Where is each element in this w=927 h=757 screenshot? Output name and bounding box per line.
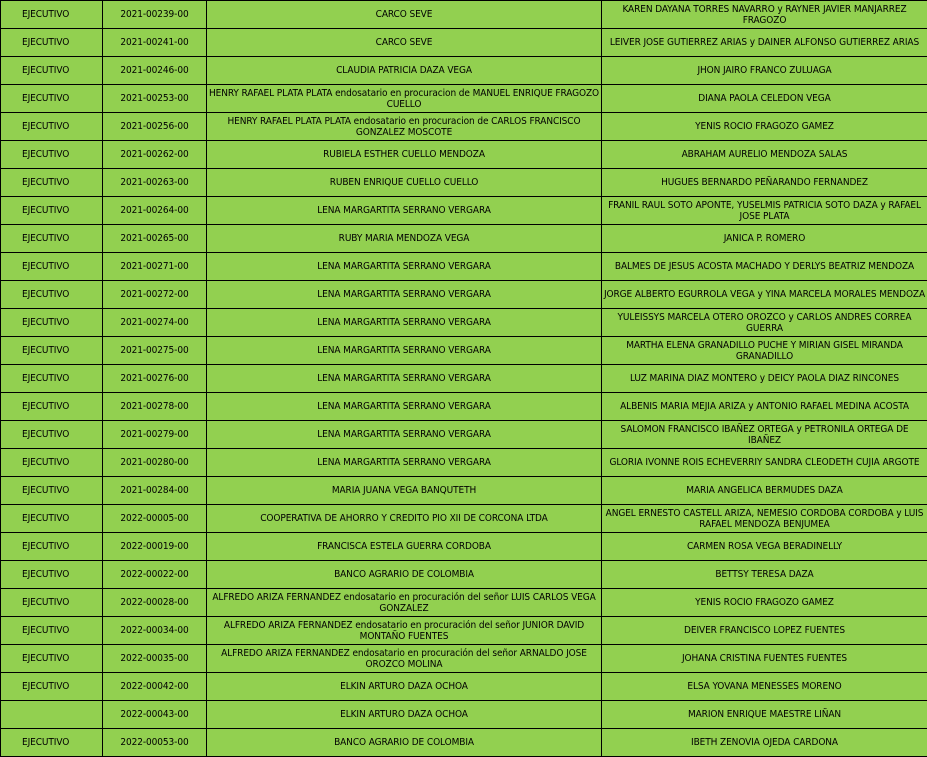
table-row: [1, 365, 927, 393]
process-number-cell: 2021-00256-00: [103, 113, 207, 141]
plaintiff-cell: BANCO AGRARIO DE COLOMBIA: [207, 561, 602, 589]
plaintiff-cell: ALFREDO ARIZA FERNANDEZ endosatario en procuración del señor ARNALDO JOSE OROZCO MOLINA: [207, 645, 602, 673]
plaintiff-cell: LENA MARGARTITA SERRANO VERGARA: [207, 253, 602, 281]
process-type-cell: EJECUTIVO: [1, 617, 103, 645]
process-number-cell: 2021-00239-00: [103, 1, 207, 29]
table-row: [1, 701, 927, 729]
plaintiff-cell: LENA MARGARTITA SERRANO VERGARA: [207, 197, 602, 225]
plaintiff-cell: MARIA JUANA VEGA BANQUTETH: [207, 477, 602, 505]
plaintiff-cell: ALFREDO ARIZA FERNANDEZ endosatario en procuración del señor LUIS CARLOS VEGA GONZALEZ: [207, 589, 602, 617]
process-type-cell: EJECUTIVO: [1, 29, 103, 57]
defendant-cell: JOHANA CRISTINA FUENTES FUENTES: [602, 645, 927, 673]
plaintiff-cell: CARCO SEVE: [207, 1, 602, 29]
process-number-cell: 2021-00265-00: [103, 225, 207, 253]
process-type-cell: [1, 701, 103, 729]
defendant-cell: MARION ENRIQUE MAESTRE LIÑAN: [602, 701, 927, 729]
defendant-cell: KAREN DAYANA TORRES NAVARRO y RAYNER JAVIER MANJARREZ FRAGOZO: [602, 1, 927, 29]
defendant-cell: ELSA YOVANA MENESSES MORENO: [602, 673, 927, 701]
process-type-cell: EJECUTIVO: [1, 337, 103, 365]
process-type-cell: EJECUTIVO: [1, 449, 103, 477]
process-number-cell: 2021-00276-00: [103, 365, 207, 393]
process-number-cell: 2021-00241-00: [103, 29, 207, 57]
process-type-cell: EJECUTIVO: [1, 85, 103, 113]
process-number-cell: 2021-00278-00: [103, 393, 207, 421]
defendant-cell: BETTSY TERESA DAZA: [602, 561, 927, 589]
process-type-cell: EJECUTIVO: [1, 645, 103, 673]
process-type-cell: EJECUTIVO: [1, 141, 103, 169]
process-type-cell: EJECUTIVO: [1, 421, 103, 449]
table-body: [1, 1, 927, 757]
process-type-cell: EJECUTIVO: [1, 505, 103, 533]
defendant-cell: JHON JAIRO FRANCO ZULUAGA: [602, 57, 927, 85]
defendant-cell: YENIS ROCIO FRAGOZO GAMEZ: [602, 589, 927, 617]
defendant-cell: GLORIA IVONNE ROIS ECHEVERRIY SANDRA CLEODETH CUJIA ARGOTE: [602, 449, 927, 477]
table-row: [1, 505, 927, 533]
table-row: [1, 421, 927, 449]
plaintiff-cell: CLAUDIA PATRICIA DAZA VEGA: [207, 57, 602, 85]
plaintiff-cell: FRANCISCA ESTELA GUERRA CORDOBA: [207, 533, 602, 561]
defendant-cell: DEIVER FRANCISCO LOPEZ FUENTES: [602, 617, 927, 645]
process-type-cell: EJECUTIVO: [1, 197, 103, 225]
process-number-cell: 2021-00253-00: [103, 85, 207, 113]
table-row: [1, 533, 927, 561]
defendant-cell: BALMES DE JESUS ACOSTA MACHADO Y DERLYS BEATRIZ MENDOZA: [602, 253, 927, 281]
plaintiff-cell: LENA MARGARTITA SERRANO VERGARA: [207, 281, 602, 309]
plaintiff-cell: ELKIN ARTURO DAZA OCHOA: [207, 701, 602, 729]
process-type-cell: EJECUTIVO: [1, 57, 103, 85]
table-row: [1, 57, 927, 85]
table-row: [1, 673, 927, 701]
defendant-cell: IBETH ZENOVIA OJEDA CARDONA: [602, 729, 927, 757]
defendant-cell: CARMEN ROSA VEGA BERADINELLY: [602, 533, 927, 561]
table-row: [1, 729, 927, 757]
table-row: [1, 393, 927, 421]
process-type-cell: EJECUTIVO: [1, 729, 103, 757]
process-number-cell: 2022-00035-00: [103, 645, 207, 673]
plaintiff-cell: RUBEN ENRIQUE CUELLO CUELLO: [207, 169, 602, 197]
defendant-cell: JANICA P. ROMERO: [602, 225, 927, 253]
process-number-cell: 2021-00264-00: [103, 197, 207, 225]
table-row: [1, 617, 927, 645]
defendant-cell: YENIS ROCIO FRAGOZO GAMEZ: [602, 113, 927, 141]
defendant-cell: SALOMON FRANCISCO IBAÑEZ ORTEGA y PETRONILA ORTEGA DE IBAÑEZ: [602, 421, 927, 449]
process-number-cell: 2022-00053-00: [103, 729, 207, 757]
process-type-cell: EJECUTIVO: [1, 561, 103, 589]
table-row: [1, 113, 927, 141]
table-row: [1, 309, 927, 337]
table-row: [1, 589, 927, 617]
table-row: [1, 561, 927, 589]
process-number-cell: 2021-00272-00: [103, 281, 207, 309]
defendant-cell: DIANA PAOLA CELEDON VEGA: [602, 85, 927, 113]
process-number-cell: 2022-00043-00: [103, 701, 207, 729]
table-row: [1, 225, 927, 253]
defendant-cell: ANGEL ERNESTO CASTELL ARIZA, NEMESIO CORDOBA CORDOBA y LUIS RAFAEL MENDOZA BENJUMEA: [602, 505, 927, 533]
plaintiff-cell: CARCO SEVE: [207, 29, 602, 57]
process-type-cell: EJECUTIVO: [1, 113, 103, 141]
process-number-cell: 2021-00263-00: [103, 169, 207, 197]
defendant-cell: LUZ MARINA DIAZ MONTERO y DEICY PAOLA DIAZ RINCONES: [602, 365, 927, 393]
table-row: [1, 197, 927, 225]
table-row: [1, 85, 927, 113]
process-type-cell: EJECUTIVO: [1, 253, 103, 281]
process-number-cell: 2022-00042-00: [103, 673, 207, 701]
defendant-cell: FRANIL RAUL SOTO APONTE, YUSELMIS PATRICIA SOTO DAZA y RAFAEL JOSE PLATA: [602, 197, 927, 225]
defendant-cell: ABRAHAM AURELIO MENDOZA SALAS: [602, 141, 927, 169]
table-row: [1, 29, 927, 57]
process-type-cell: EJECUTIVO: [1, 281, 103, 309]
plaintiff-cell: RUBIELA ESTHER CUELLO MENDOZA: [207, 141, 602, 169]
table-row: [1, 337, 927, 365]
process-number-cell: 2021-00275-00: [103, 337, 207, 365]
table-row: [1, 449, 927, 477]
process-number-cell: 2022-00034-00: [103, 617, 207, 645]
process-type-cell: EJECUTIVO: [1, 169, 103, 197]
defendant-cell: YULEISSYS MARCELA OTERO OROZCO y CARLOS ANDRES CORREA GUERRA: [602, 309, 927, 337]
table-row: [1, 253, 927, 281]
table-row: [1, 169, 927, 197]
plaintiff-cell: LENA MARGARTITA SERRANO VERGARA: [207, 393, 602, 421]
process-type-cell: EJECUTIVO: [1, 1, 103, 29]
plaintiff-cell: HENRY RAFAEL PLATA PLATA endosatario en procuracion de CARLOS FRANCISCO GONZALEZ MOSCOTE: [207, 113, 602, 141]
plaintiff-cell: BANCO AGRARIO DE COLOMBIA: [207, 729, 602, 757]
process-number-cell: 2021-00246-00: [103, 57, 207, 85]
table-row: [1, 477, 927, 505]
process-type-cell: EJECUTIVO: [1, 589, 103, 617]
process-type-cell: EJECUTIVO: [1, 477, 103, 505]
defendant-cell: HUGUES BERNARDO PEÑARANDO FERNANDEZ: [602, 169, 927, 197]
defendant-cell: MARIA ANGELICA BERMUDES DAZA: [602, 477, 927, 505]
process-number-cell: 2021-00271-00: [103, 253, 207, 281]
plaintiff-cell: ALFREDO ARIZA FERNANDEZ endosatario en procuración del señor JUNIOR DAVID MONTAÑO FUENTES: [207, 617, 602, 645]
plaintiff-cell: LENA MARGARTITA SERRANO VERGARA: [207, 337, 602, 365]
plaintiff-cell: LENA MARGARTITA SERRANO VERGARA: [207, 309, 602, 337]
plaintiff-cell: LENA MARGARTITA SERRANO VERGARA: [207, 365, 602, 393]
process-type-cell: EJECUTIVO: [1, 309, 103, 337]
table-row: [1, 1, 927, 29]
table-row: [1, 141, 927, 169]
plaintiff-cell: RUBY MARIA MENDOZA VEGA: [207, 225, 602, 253]
plaintiff-cell: HENRY RAFAEL PLATA PLATA endosatario en procuracion de MANUEL ENRIQUE FRAGOZO CUELLO: [207, 85, 602, 113]
table-row: [1, 281, 927, 309]
defendant-cell: MARTHA ELENA GRANADILLO PUCHE Y MIRIAN GISEL MIRANDA GRANADILLO: [602, 337, 927, 365]
process-type-cell: EJECUTIVO: [1, 225, 103, 253]
process-number-cell: 2021-00274-00: [103, 309, 207, 337]
process-type-cell: EJECUTIVO: [1, 673, 103, 701]
process-number-cell: 2022-00022-00: [103, 561, 207, 589]
process-number-cell: 2021-00284-00: [103, 477, 207, 505]
process-number-cell: 2022-00019-00: [103, 533, 207, 561]
process-type-cell: EJECUTIVO: [1, 365, 103, 393]
defendant-cell: ALBENIS MARIA MEJIA ARIZA y ANTONIO RAFAEL MEDINA ACOSTA: [602, 393, 927, 421]
plaintiff-cell: LENA MARGARTITA SERRANO VERGARA: [207, 449, 602, 477]
process-number-cell: 2022-00005-00: [103, 505, 207, 533]
defendant-cell: LEIVER JOSE GUTIERREZ ARIAS y DAINER ALFONSO GUTIERREZ ARIAS: [602, 29, 927, 57]
defendant-cell: JORGE ALBERTO EGURROLA VEGA y YINA MARCELA MORALES MENDOZA: [602, 281, 927, 309]
process-type-cell: EJECUTIVO: [1, 533, 103, 561]
table-row: [1, 645, 927, 673]
plaintiff-cell: COOPERATIVA DE AHORRO Y CREDITO PIO XII DE CORCONA LTDA: [207, 505, 602, 533]
plaintiff-cell: ELKIN ARTURO DAZA OCHOA: [207, 673, 602, 701]
process-number-cell: 2022-00028-00: [103, 589, 207, 617]
process-number-cell: 2021-00279-00: [103, 421, 207, 449]
process-number-cell: 2021-00280-00: [103, 449, 207, 477]
process-type-cell: EJECUTIVO: [1, 393, 103, 421]
process-number-cell: 2021-00262-00: [103, 141, 207, 169]
plaintiff-cell: LENA MARGARTITA SERRANO VERGARA: [207, 421, 602, 449]
